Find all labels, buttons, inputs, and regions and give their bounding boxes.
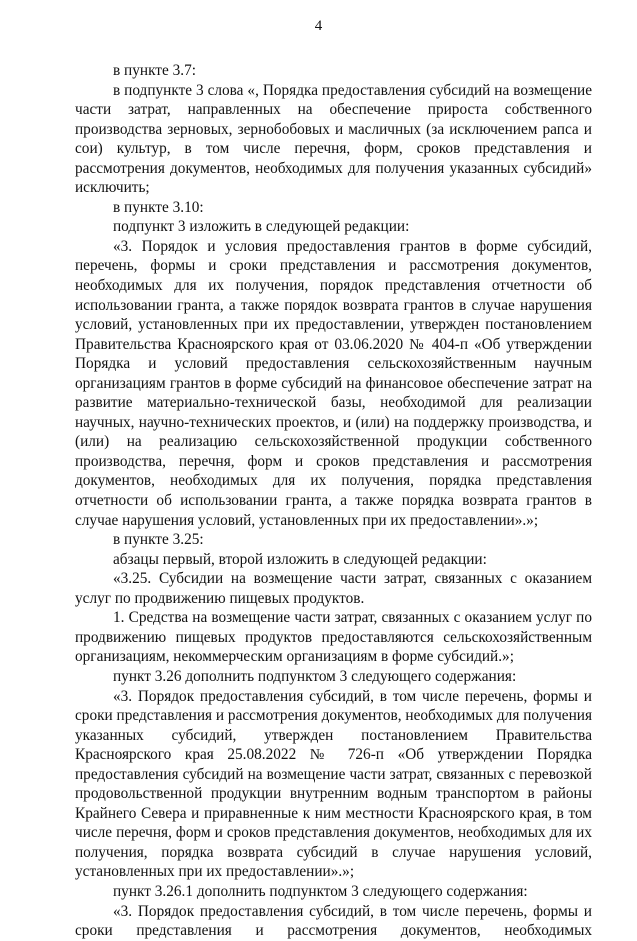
paragraph-3-25-heading: в пункте 3.25: — [113, 531, 204, 549]
paragraph-3-26-instruction: пункт 3.26 дополнить подпунктом 3 следующего содержания: — [113, 667, 517, 685]
document-body — [75, 61, 592, 941]
paragraph-3-26-new-text: «3. Порядок предоставления субсидий, в том числе перечень, формы и сроки представления и рассмотрения документов, необходимых для получения указанных субсидий, утвержден постановлением Правительства Красноярского края 25.08.2022 № 726-п «Об утверждении Порядка предоставления субсидий на возмещение части затрат, связанных с перевозкой продовольственной продукции внутренним водным транспортом в районы Крайнего Севера и приравненные к ним местности Красноярского края, в том числе перечня, форм и сроков представления документов, необходимых для их получения, порядка возврата субсидий в случае нарушения условий, установленных при их предоставлении».»; — [75, 687, 592, 881]
paragraph-3-26-1-instruction: пункт 3.26.1 дополнить подпунктом 3 следующего содержания: — [113, 882, 528, 900]
paragraph-3-7-heading: в пункте 3.7: — [113, 62, 196, 79]
paragraph-3-25-new-text: «3.25. Субсидии на возмещение части затрат, связанных с оказанием услуг по продвижению пищевых продуктов. — [75, 570, 592, 607]
paragraph-3-10-instruction: подпункт 3 изложить в следующей редакции: — [113, 218, 410, 236]
paragraph-3-26-1-new-text: «3. Порядок предоставления субсидий, в том числе перечень, формы и сроки представления и рассмотрения документов, необходимых — [75, 902, 592, 940]
paragraph-3-7-amendment: в подпункте 3 слова «, Порядка предоставления субсидий на возмещение части затрат, направленных на обеспечение прироста собственного производства зерновых, зернобобовых и масличных (за исключением рапса и сои) культур, в том числе перечня, форм, сроков представления и рассмотрения документов, необходимых для получения указанных субсидий» исключить; — [75, 81, 592, 197]
paragraph-3-25-instruction: абзацы первый, второй изложить в следующей редакции: — [113, 550, 487, 568]
paragraph-3-10-heading: в пункте 3.10: — [113, 198, 204, 216]
paragraph-3-25-item-1: 1. Средства на возмещение части затрат, связанных с оказанием услуг по продвижению пищевых продуктов предоставляются сельскохозяйственным организациям, некоммерческим организациям в форме субсидий.»; — [75, 609, 592, 666]
paragraph-3-10-new-text: «3. Порядок и условия предоставления грантов в форме субсидий, перечень, формы и сроки представления и рассмотрения документов, необходимых для их получения, порядок представления отчетности об использовании гранта, а также порядок возврата грантов в случае нарушения условий, установленных при их предоставлении, утвержден постановлением Правительства Красноярского края от 03.06.2020 № 404-п «Об утверждении Порядка и условий предоставления сельскохозяйственным научным организациям грантов в форме субсидий на финансовое обеспечение затрат на развитие материально-технической базы, необходимой для реализации научных, научно-технических проектов, и (или) на поддержку производства, и (или) на реализацию сельскохозяйственной продукции собственного производства, перечня, форм и сроков представления и рассмотрения документов, необходимых для их получения, порядка представления отчетности об использовании гранта, а также порядка возврата грантов в случае нарушения условий, установленных при их предоставлении».»; — [75, 237, 592, 529]
page-number: 4 — [314, 18, 323, 34]
